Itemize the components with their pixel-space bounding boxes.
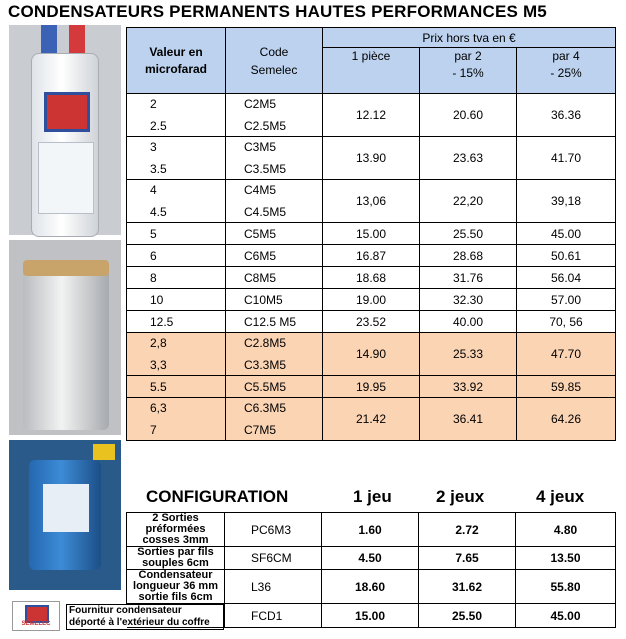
code-text: C3M5	[244, 140, 277, 154]
value-cell	[127, 137, 226, 180]
price-p3: 57.00	[517, 289, 616, 311]
value-text: 6,3	[150, 401, 167, 415]
config-title: CONFIGURATION	[146, 487, 289, 506]
header-valeur: Valeur en microfarad	[127, 28, 226, 94]
price-table	[126, 27, 616, 441]
price-p1: 18.68	[323, 267, 420, 289]
config-price-p2: 31.62	[419, 570, 516, 604]
capacitor-photo-blue	[9, 440, 121, 590]
price-p1: 12.12	[323, 94, 420, 137]
value-text: 3,3	[150, 358, 167, 372]
price-group-row	[127, 376, 616, 398]
capacitor-photo-grey	[9, 240, 121, 435]
value-cell	[127, 398, 226, 441]
capacitor-photo-white	[9, 25, 121, 235]
header-par-4: par 4 - 25%	[517, 48, 616, 94]
config-price-p3: 55.80	[516, 570, 616, 604]
config-price-p2: 2.72	[419, 513, 516, 547]
code-cell	[226, 180, 323, 223]
code-cell	[226, 137, 323, 180]
header-prix: Prix hors tva en €	[323, 28, 616, 48]
price-p2: 31.76	[420, 267, 517, 289]
code-text: C7M5	[244, 423, 277, 437]
value-text: 2.5	[150, 119, 167, 133]
price-group-row	[127, 398, 616, 441]
code-text: C5.5M5	[244, 379, 287, 394]
config-price-p3: 4.80	[516, 513, 616, 547]
price-p3: 47.70	[517, 333, 616, 376]
price-group-row	[127, 333, 616, 376]
code-text: C10M5	[244, 292, 283, 307]
price-p3: 64.26	[517, 398, 616, 441]
price-p2: 22,20	[420, 180, 517, 223]
value-text: 12.5	[150, 314, 174, 329]
price-p2: 23.63	[420, 137, 517, 180]
value-text: 5	[150, 226, 157, 241]
price-p2: 20.60	[420, 94, 517, 137]
price-p2: 28.68	[420, 245, 517, 267]
value-text: 2,8	[150, 336, 167, 350]
price-p1: 14.90	[323, 333, 420, 376]
code-text: C8M5	[244, 270, 277, 285]
value-text: 4	[150, 183, 157, 197]
price-group-row	[127, 311, 616, 333]
code-cell	[226, 289, 323, 311]
code-cell	[226, 223, 323, 245]
config-code: PC6M3	[225, 513, 322, 547]
price-p2: 32.30	[420, 289, 517, 311]
value-text: 8	[150, 270, 157, 285]
price-p3: 50.61	[517, 245, 616, 267]
config-row	[127, 513, 616, 547]
code-text: C5M5	[244, 226, 277, 241]
config-label: Condensateur longueur 36 mm sortie fils 6cm	[127, 570, 225, 604]
config-price-p1: 1.60	[322, 513, 419, 547]
config-row	[127, 547, 616, 570]
config-price-p2: 25.50	[419, 604, 516, 628]
config-price-p1: 4.50	[322, 547, 419, 570]
price-p3: 41.70	[517, 137, 616, 180]
header-code: Code Semelec	[226, 28, 323, 94]
price-group-row	[127, 180, 616, 223]
price-p1: 19.00	[323, 289, 420, 311]
price-p2: 40.00	[420, 311, 517, 333]
config-code: FCD1	[225, 604, 322, 628]
config-code: L36	[225, 570, 322, 604]
config-price-p1: 18.60	[322, 570, 419, 604]
price-p3: 70, 56	[517, 311, 616, 333]
price-p1: 13,06	[323, 180, 420, 223]
code-cell	[226, 376, 323, 398]
config-price-p3: 45.00	[516, 604, 616, 628]
value-cell	[127, 376, 226, 398]
config-col-1: 1 jeu	[353, 487, 392, 506]
config-price-p1: 15.00	[322, 604, 419, 628]
value-cell	[127, 267, 226, 289]
code-cell	[226, 267, 323, 289]
code-text: C12.5 M5	[244, 314, 297, 329]
config-col-3: 4 jeux	[536, 487, 585, 506]
price-p3: 45.00	[517, 223, 616, 245]
value-text: 5.5	[150, 379, 167, 394]
price-p3: 39,18	[517, 180, 616, 223]
price-group-row	[127, 137, 616, 180]
value-cell	[127, 333, 226, 376]
config-price-p2: 7.65	[419, 547, 516, 570]
code-text: C6.3M5	[244, 401, 287, 415]
header-par-2: par 2 - 15%	[420, 48, 517, 94]
value-cell	[127, 289, 226, 311]
code-cell	[226, 311, 323, 333]
code-cell	[226, 333, 323, 376]
price-p3: 56.04	[517, 267, 616, 289]
price-p2: 36.41	[420, 398, 517, 441]
value-text: 6	[150, 248, 157, 263]
code-cell	[226, 398, 323, 441]
price-group-row	[127, 245, 616, 267]
config-label: Sorties par fils souples 6cm	[127, 547, 225, 570]
price-p1: 15.00	[323, 223, 420, 245]
code-text: C2M5	[244, 97, 277, 111]
value-text: 3	[150, 140, 157, 154]
price-p1: 23.52	[323, 311, 420, 333]
value-cell	[127, 223, 226, 245]
code-text: C2.8M5	[244, 336, 287, 350]
price-group-row	[127, 223, 616, 245]
config-row-fcd1-label: Fournitur condensateur déporté à l'extérieur du coffre	[66, 604, 224, 630]
value-cell	[127, 245, 226, 267]
code-text: C3.5M5	[244, 162, 287, 176]
config-price-p3: 13.50	[516, 547, 616, 570]
code-text: C2.5M5	[244, 119, 287, 133]
price-p1: 19.95	[323, 376, 420, 398]
code-text: C4M5	[244, 183, 277, 197]
config-code: SF6CM	[225, 547, 322, 570]
value-cell	[127, 180, 226, 223]
price-p1: 16.87	[323, 245, 420, 267]
price-p3: 36.36	[517, 94, 616, 137]
config-label: 2 Sorties préformées cosses 3mm	[127, 513, 225, 547]
value-text: 2	[150, 97, 157, 111]
price-group-row	[127, 94, 616, 137]
code-cell	[226, 94, 323, 137]
code-text: C4.5M5	[244, 205, 287, 219]
value-cell	[127, 311, 226, 333]
code-cell	[226, 245, 323, 267]
price-p2: 25.50	[420, 223, 517, 245]
value-text: 7	[150, 423, 157, 437]
value-text: 3.5	[150, 162, 167, 176]
semelec-logo: SEMELEC	[12, 601, 60, 631]
code-text: C3.3M5	[244, 358, 287, 372]
value-cell	[127, 94, 226, 137]
price-p1: 21.42	[323, 398, 420, 441]
price-p2: 33.92	[420, 376, 517, 398]
value-text: 10	[150, 292, 164, 307]
price-p1: 13.90	[323, 137, 420, 180]
price-group-row	[127, 267, 616, 289]
page-title: CONDENSATEURS PERMANENTS HAUTES PERFORMANCES M5	[8, 2, 547, 21]
price-p2: 25.33	[420, 333, 517, 376]
code-text: C6M5	[244, 248, 277, 263]
value-text: 4.5	[150, 205, 167, 219]
header-1-piece: 1 pièce	[323, 48, 420, 94]
config-row	[127, 570, 616, 604]
config-col-2: 2 jeux	[436, 487, 485, 506]
price-group-row	[127, 289, 616, 311]
price-p3: 59.85	[517, 376, 616, 398]
